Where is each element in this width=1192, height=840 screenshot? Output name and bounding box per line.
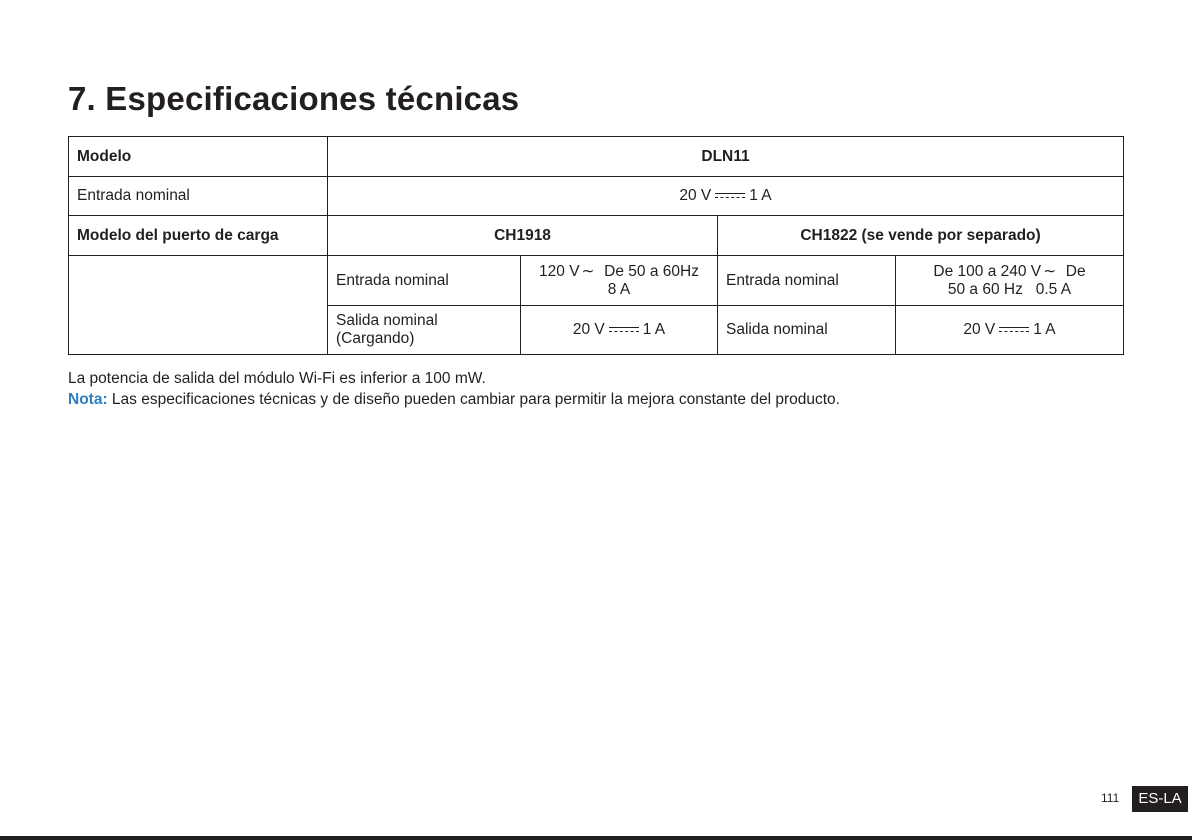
page-title: 7. Especificaciones técnicas bbox=[68, 80, 520, 117]
notes bbox=[68, 368, 840, 410]
dc-symbol-icon bbox=[609, 326, 639, 334]
table-row bbox=[69, 137, 1124, 177]
empty-cell bbox=[69, 256, 328, 355]
ch1918-out-value: 20 V 1 A bbox=[521, 306, 718, 355]
ch1918-in-value: 120 V ∼ De 50 a 60Hz 8 A bbox=[521, 256, 718, 306]
ch1822-in-label: Entrada nominal bbox=[718, 256, 896, 306]
modelo-label: Modelo bbox=[69, 137, 328, 177]
ch1918-header: CH1918 bbox=[328, 216, 718, 256]
modelo-value: DLN11 bbox=[328, 137, 1124, 177]
wifi-note: La potencia de salida del módulo Wi-Fi es inferior a 100 mW. bbox=[68, 370, 486, 387]
table-row bbox=[69, 216, 1124, 256]
entrada-value: 20 V 1 A bbox=[328, 177, 1124, 216]
ac-symbol-icon: ∼ bbox=[581, 262, 595, 280]
table-row bbox=[69, 256, 1124, 306]
dc-symbol-icon bbox=[999, 326, 1029, 334]
ch1918-out-label: Salida nominal (Cargando) bbox=[328, 306, 521, 355]
bottom-rule bbox=[0, 836, 1192, 840]
ch1822-out-label: Salida nominal bbox=[718, 306, 896, 355]
ac-symbol-icon: ∼ bbox=[1043, 262, 1057, 280]
entrada-label: Entrada nominal bbox=[69, 177, 328, 216]
ch1822-header: CH1822 (se vende por separado) bbox=[718, 216, 1124, 256]
nota-label: Nota: bbox=[68, 391, 108, 408]
nota-text: Las especificaciones técnicas y de diseño pueden cambiar para permitir la mejora constante del producto. bbox=[107, 391, 840, 408]
language-badge: ES-LA bbox=[1132, 786, 1188, 812]
puerto-label: Modelo del puerto de carga bbox=[69, 216, 328, 256]
page-number: 111 bbox=[1101, 791, 1120, 805]
table-row bbox=[69, 177, 1124, 216]
ch1822-out-value: 20 V 1 A bbox=[896, 306, 1124, 355]
ch1918-in-label: Entrada nominal bbox=[328, 256, 521, 306]
nota-paragraph bbox=[68, 389, 840, 410]
ch1822-in-value: De 100 a 240 V ∼ De 50 a 60 Hz 0.5 A bbox=[896, 256, 1124, 306]
specifications-table bbox=[68, 136, 1124, 355]
dc-symbol-icon bbox=[715, 192, 745, 200]
